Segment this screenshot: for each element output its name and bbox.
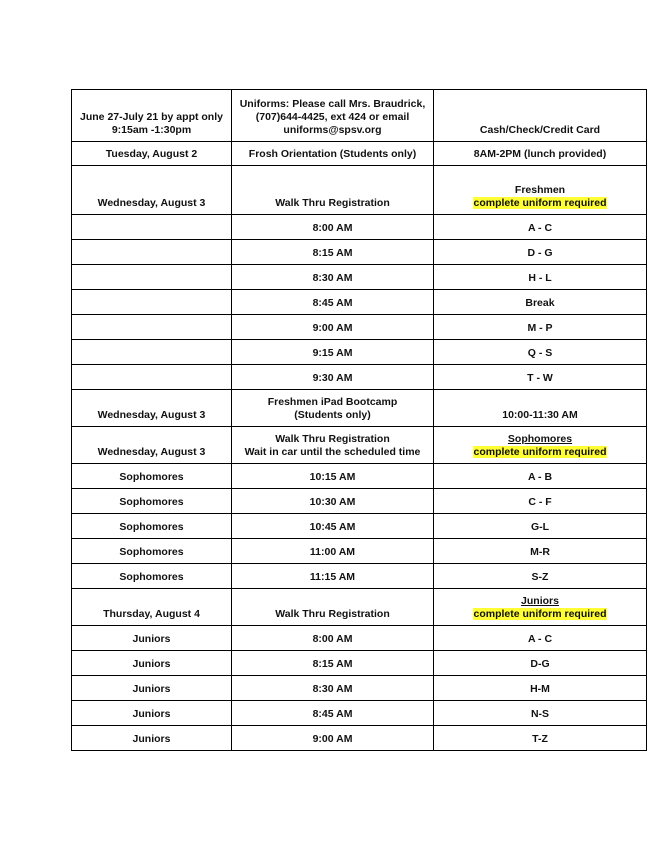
cell-text: A - C xyxy=(527,222,553,234)
cell-text: 8AM-2PM (lunch provided) xyxy=(473,148,607,160)
schedule-cell-col3 xyxy=(434,142,647,166)
schedule-cell-col1 xyxy=(72,365,232,390)
schedule-cell-col3 xyxy=(434,315,647,340)
cell-text: 10:15 AM xyxy=(309,471,356,483)
schedule-row xyxy=(72,240,647,265)
schedule-cell-col2 xyxy=(232,290,434,315)
schedule-cell-col1 xyxy=(72,651,232,676)
cell-text: G-L xyxy=(530,521,550,533)
schedule-cell-col3 xyxy=(434,489,647,514)
cell-text: Juniors xyxy=(132,658,171,670)
schedule-cell-col1 xyxy=(72,265,232,290)
cell-text: Wait in car until the scheduled time xyxy=(244,446,421,458)
schedule-cell-col3 xyxy=(434,166,647,215)
cell-text: Wednesday, August 3 xyxy=(97,446,206,458)
schedule-row xyxy=(72,651,647,676)
cell-text: 10:00-11:30 AM xyxy=(502,409,578,421)
schedule-cell-col2 xyxy=(232,166,434,215)
schedule-cell-col3 xyxy=(434,240,647,265)
schedule-cell-col2 xyxy=(232,315,434,340)
cell-text: Wednesday, August 3 xyxy=(97,409,206,421)
schedule-cell-col1 xyxy=(72,676,232,701)
schedule-row xyxy=(72,589,647,626)
schedule-cell-col2 xyxy=(232,142,434,166)
cell-text: D-G xyxy=(530,658,550,670)
cell-text: 8:45 AM xyxy=(312,708,353,720)
schedule-cell-col1 xyxy=(72,726,232,751)
schedule-cell-col1 xyxy=(72,90,232,142)
schedule-row xyxy=(72,626,647,651)
schedule-cell-col1 xyxy=(72,589,232,626)
cell-text: Freshmen xyxy=(514,184,566,196)
cell-text: complete uniform required xyxy=(473,446,607,458)
schedule-cell-col3 xyxy=(434,390,647,427)
schedule-cell-col2 xyxy=(232,240,434,265)
schedule-cell-col3 xyxy=(434,90,647,142)
cell-text: T-Z xyxy=(532,733,548,745)
cell-text: Uniforms: Please call Mrs. Braudrick, xyxy=(239,98,426,110)
schedule-cell-col3 xyxy=(434,514,647,539)
schedule-cell-col2 xyxy=(232,427,434,464)
cell-text: Walk Thru Registration xyxy=(275,608,390,620)
cell-text: (707)644-4425, ext 424 or email xyxy=(255,111,410,123)
cell-text: 9:15 AM xyxy=(312,347,353,359)
schedule-cell-col3 xyxy=(434,539,647,564)
cell-text: 9:15am -1:30pm xyxy=(111,124,192,136)
schedule-cell-col2 xyxy=(232,514,434,539)
cell-text: 11:00 AM xyxy=(309,546,356,558)
schedule-cell-col1 xyxy=(72,489,232,514)
cell-text: Juniors xyxy=(132,733,171,745)
cell-text: M - P xyxy=(527,322,553,334)
schedule-cell-col3 xyxy=(434,265,647,290)
cell-text: Juniors xyxy=(521,595,559,607)
schedule-row xyxy=(72,726,647,751)
cell-text: 8:15 AM xyxy=(312,658,353,670)
schedule-cell-col1 xyxy=(72,626,232,651)
cell-text: D - G xyxy=(527,247,553,259)
schedule-row xyxy=(72,676,647,701)
schedule-row xyxy=(72,365,647,390)
cell-text: H-M xyxy=(530,683,550,695)
cell-text: 8:30 AM xyxy=(312,272,353,284)
cell-text: 9:30 AM xyxy=(312,372,353,384)
schedule-cell-col1 xyxy=(72,464,232,489)
schedule-cell-col2 xyxy=(232,365,434,390)
cell-text: 9:00 AM xyxy=(312,322,353,334)
cell-text: Juniors xyxy=(132,633,171,645)
cell-text: Walk Thru Registration xyxy=(275,197,390,209)
cell-text: A - B xyxy=(527,471,553,483)
schedule-row xyxy=(72,142,647,166)
schedule-row xyxy=(72,166,647,215)
cell-text: M-R xyxy=(530,546,550,558)
schedule-row xyxy=(72,315,647,340)
schedule-cell-col2 xyxy=(232,464,434,489)
cell-text: complete uniform required xyxy=(473,197,607,209)
schedule-cell-col2 xyxy=(232,90,434,142)
schedule-row xyxy=(72,90,647,142)
schedule-cell-col2 xyxy=(232,489,434,514)
schedule-cell-col1 xyxy=(72,390,232,427)
schedule-row xyxy=(72,427,647,464)
schedule-cell-col3 xyxy=(434,676,647,701)
schedule-row xyxy=(72,464,647,489)
cell-text: Wednesday, August 3 xyxy=(97,197,206,209)
schedule-cell-col3 xyxy=(434,340,647,365)
cell-text: Juniors xyxy=(132,708,171,720)
cell-text: Walk Thru Registration xyxy=(275,433,390,445)
cell-text: Sophomores xyxy=(119,521,184,533)
schedule-cell-col2 xyxy=(232,589,434,626)
schedule-row xyxy=(72,265,647,290)
schedule-cell-col3 xyxy=(434,626,647,651)
schedule-cell-col2 xyxy=(232,539,434,564)
schedule-cell-col3 xyxy=(434,651,647,676)
schedule-row xyxy=(72,539,647,564)
schedule-cell-col2 xyxy=(232,676,434,701)
cell-text: 10:30 AM xyxy=(309,496,356,508)
schedule-cell-col2 xyxy=(232,564,434,589)
schedule-cell-col2 xyxy=(232,215,434,240)
schedule-cell-col2 xyxy=(232,265,434,290)
cell-text: (Students only) xyxy=(294,409,371,421)
schedule-cell-col1 xyxy=(72,215,232,240)
cell-text: 10:45 AM xyxy=(309,521,356,533)
schedule-cell-col2 xyxy=(232,701,434,726)
schedule-cell-col1 xyxy=(72,240,232,265)
cell-text: 9:00 AM xyxy=(312,733,353,745)
schedule-cell-col1 xyxy=(72,315,232,340)
schedule-row xyxy=(72,514,647,539)
cell-text: June 27-July 21 by appt only xyxy=(80,111,223,123)
schedule-cell-col1 xyxy=(72,514,232,539)
schedule-cell-col1 xyxy=(72,340,232,365)
schedule-row xyxy=(72,340,647,365)
schedule-cell-col1 xyxy=(72,427,232,464)
cell-text: Break xyxy=(525,297,555,309)
cell-text: 8:00 AM xyxy=(312,222,353,234)
schedule-row xyxy=(72,290,647,315)
schedule-row xyxy=(72,215,647,240)
cell-text: 8:45 AM xyxy=(312,297,353,309)
schedule-cell-col3 xyxy=(434,589,647,626)
cell-text: Sophomores xyxy=(507,433,573,445)
schedule-cell-col3 xyxy=(434,464,647,489)
schedule-cell-col1 xyxy=(72,290,232,315)
cell-text: Sophomores xyxy=(119,546,184,558)
schedule-cell-col3 xyxy=(434,290,647,315)
cell-text: Cash/Check/Credit Card xyxy=(479,124,601,136)
cell-text: Frosh Orientation (Students only) xyxy=(248,148,417,160)
schedule-cell-col3 xyxy=(434,726,647,751)
cell-text: S-Z xyxy=(531,571,549,583)
schedule-cell-col3 xyxy=(434,427,647,464)
schedule-row xyxy=(72,564,647,589)
schedule-cell-col3 xyxy=(434,215,647,240)
cell-text: C - F xyxy=(528,496,552,508)
schedule-body xyxy=(72,90,647,751)
cell-text: Tuesday, August 2 xyxy=(105,148,198,160)
cell-text: 8:00 AM xyxy=(312,633,353,645)
cell-text: 8:15 AM xyxy=(312,247,353,259)
cell-text: 11:15 AM xyxy=(309,571,356,583)
schedule-cell-col1 xyxy=(72,701,232,726)
schedule-cell-col1 xyxy=(72,539,232,564)
cell-text: N-S xyxy=(530,708,550,720)
schedule-cell-col3 xyxy=(434,701,647,726)
cell-text: complete uniform required xyxy=(473,608,607,620)
registration-schedule-table xyxy=(71,89,647,751)
cell-text: Freshmen iPad Bootcamp xyxy=(267,396,398,408)
schedule-cell-col1 xyxy=(72,166,232,215)
cell-text: Sophomores xyxy=(119,496,184,508)
schedule-row xyxy=(72,489,647,514)
schedule-row xyxy=(72,390,647,427)
cell-text: Sophomores xyxy=(119,471,184,483)
cell-text: H - L xyxy=(528,272,552,284)
cell-text: Q - S xyxy=(527,347,553,359)
schedule-cell-col3 xyxy=(434,564,647,589)
schedule-cell-col2 xyxy=(232,651,434,676)
schedule-cell-col2 xyxy=(232,626,434,651)
schedule-cell-col1 xyxy=(72,142,232,166)
cell-text: T - W xyxy=(527,372,553,384)
cell-text: uniforms@spsv.org xyxy=(283,124,382,136)
cell-text: Thursday, August 4 xyxy=(103,608,200,620)
schedule-cell-col2 xyxy=(232,726,434,751)
schedule-cell-col2 xyxy=(232,390,434,427)
cell-text: 8:30 AM xyxy=(312,683,353,695)
cell-text: A - C xyxy=(527,633,553,645)
schedule-cell-col3 xyxy=(434,365,647,390)
cell-text: Juniors xyxy=(132,683,171,695)
schedule-row xyxy=(72,701,647,726)
schedule-cell-col2 xyxy=(232,340,434,365)
cell-text: Sophomores xyxy=(119,571,184,583)
schedule-cell-col1 xyxy=(72,564,232,589)
